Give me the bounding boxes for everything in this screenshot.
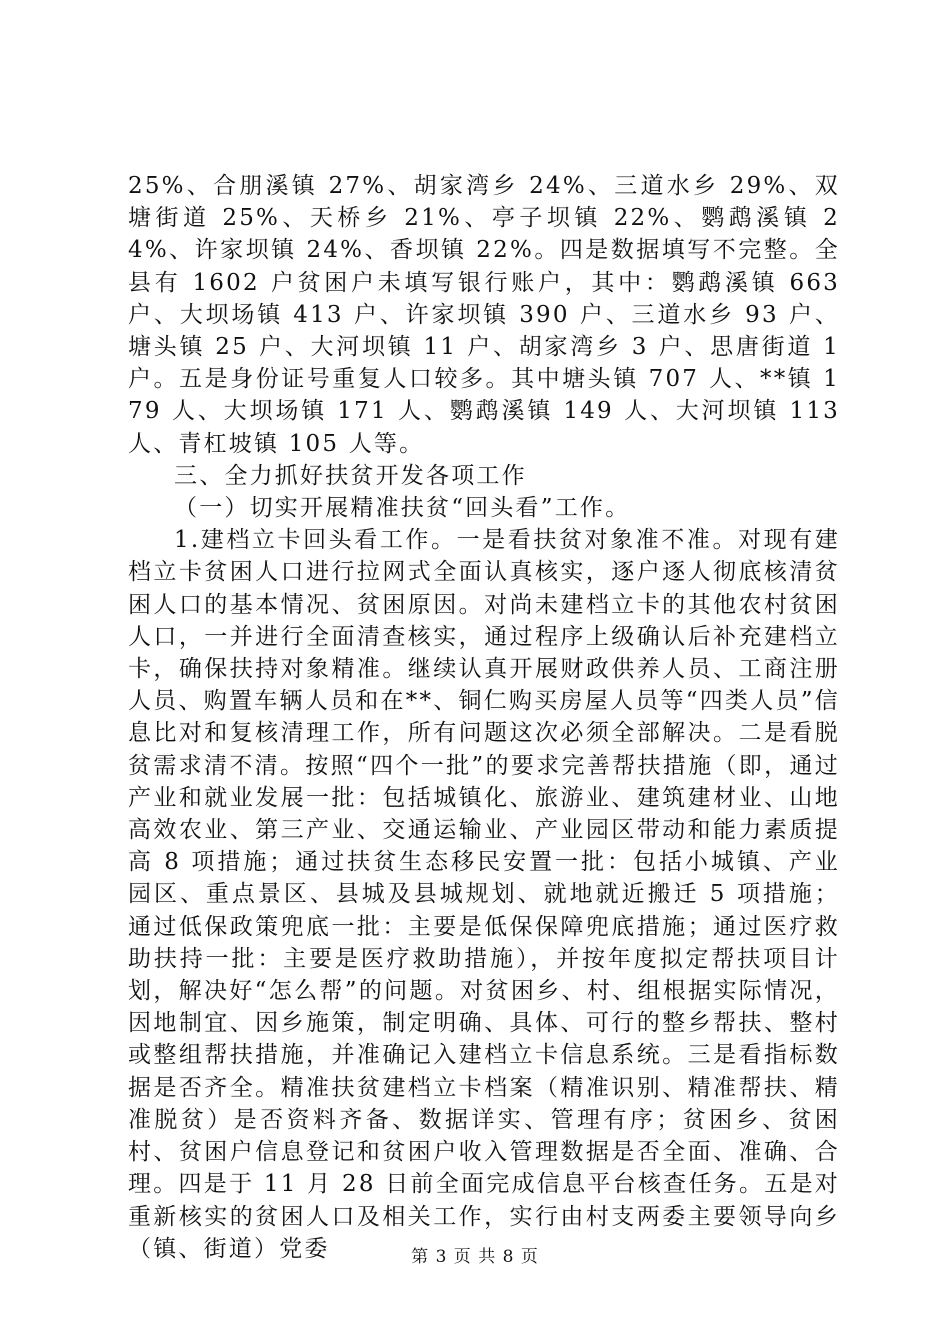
page-footer: 第 3 页 共 8 页 (411, 1247, 539, 1267)
subsection-heading: （一）切实开展精准扶贫“回头看”工作。 (174, 495, 631, 522)
section-heading: 三、全力抓好扶贫开发各项工作 (174, 462, 527, 489)
paragraph-continued: 25%、合朋溪镇 27%、胡家湾乡 24%、三道水乡 29%、双塘街道 25%、天桥乡 21%、亭子坝镇 22%、鹦鹉溪镇 24%、许家坝镇 24%、香坝镇 22%。四是数据填写不完整。全县有 1602 户贫困户未填写银行账户，其中：鹦鹉溪镇 663 户、大坝场镇 413 户、许家坝镇 390 户、三道水乡 93 户、塘头镇 25 户、大河坝镇 11 户、胡家湾乡 3 户、思唐街道 1 户。五是身份证号重复人口较多。其中塘头镇 707 人、**镇 179 人、大坝场镇 171 人、鹦鹉溪镇 149 人、大河坝镇 113 人、青杠坡镇 105 人等。 (128, 173, 840, 457)
paragraph-item-1: 1.建档立卡回头看工作。一是看扶贫对象准不准。对现有建档立卡贫困人口进行拉网式全面认真核实，逐户逐人彻底核清贫困人口的基本情况、贫困原因。对尚未建档立卡的其他农村贫困人口，一并进行全面清查核实，通过程序上级确认后补充建档立卡，确保扶持对象精准。继续认真开展财政供养人员、工商注册人员、购置车辆人员和在**、铜仁购买房屋人员等“四类人员”信息比对和复核清理工作，所有问题这次必须全部解决。二是看脱贫需求清不清。按照“四个一批”的要求完善帮扶措施（即，通过产业和就业发展一批：包括城镇化、旅游业、建筑建材业、山地高效农业、第三产业、交通运输业、产业园区带动和能力素质提高 8 项措施；通过扶贫生态移民安置一批：包括小城镇、产业园区、重点景区、县城及县城规划、就地就近搬迁 5 项措施；通过低保政策兜底一批：主要是低保保障兜底措施；通过医疗救助扶持一批：主要是医疗救助措施），并按年度拟定帮扶项目计划，解决好“怎么帮”的问题。对贫困乡、村、组根据实际情况，因地制宜、因乡施策，制定明确、具体、可行的整乡帮扶、整村或整组帮扶措施，并准确记入建档立卡信息系统。三是看指标数据是否齐全。精准扶贫建档立卡档案（精准识别、精准帮扶、精准脱贫）是否资料齐备、数据详实、管理有序；贫困乡、贫困村、贫困户信息登记和贫困户收入管理数据是否全面、准确、合理。四是于 11 月 28 日前全面完成信息平台核查任务。五是对重新核实的贫困人口及相关工作，实行由村支两委主要领导向乡（镇、街道）党委 (128, 527, 840, 1262)
document-body (128, 170, 840, 1265)
